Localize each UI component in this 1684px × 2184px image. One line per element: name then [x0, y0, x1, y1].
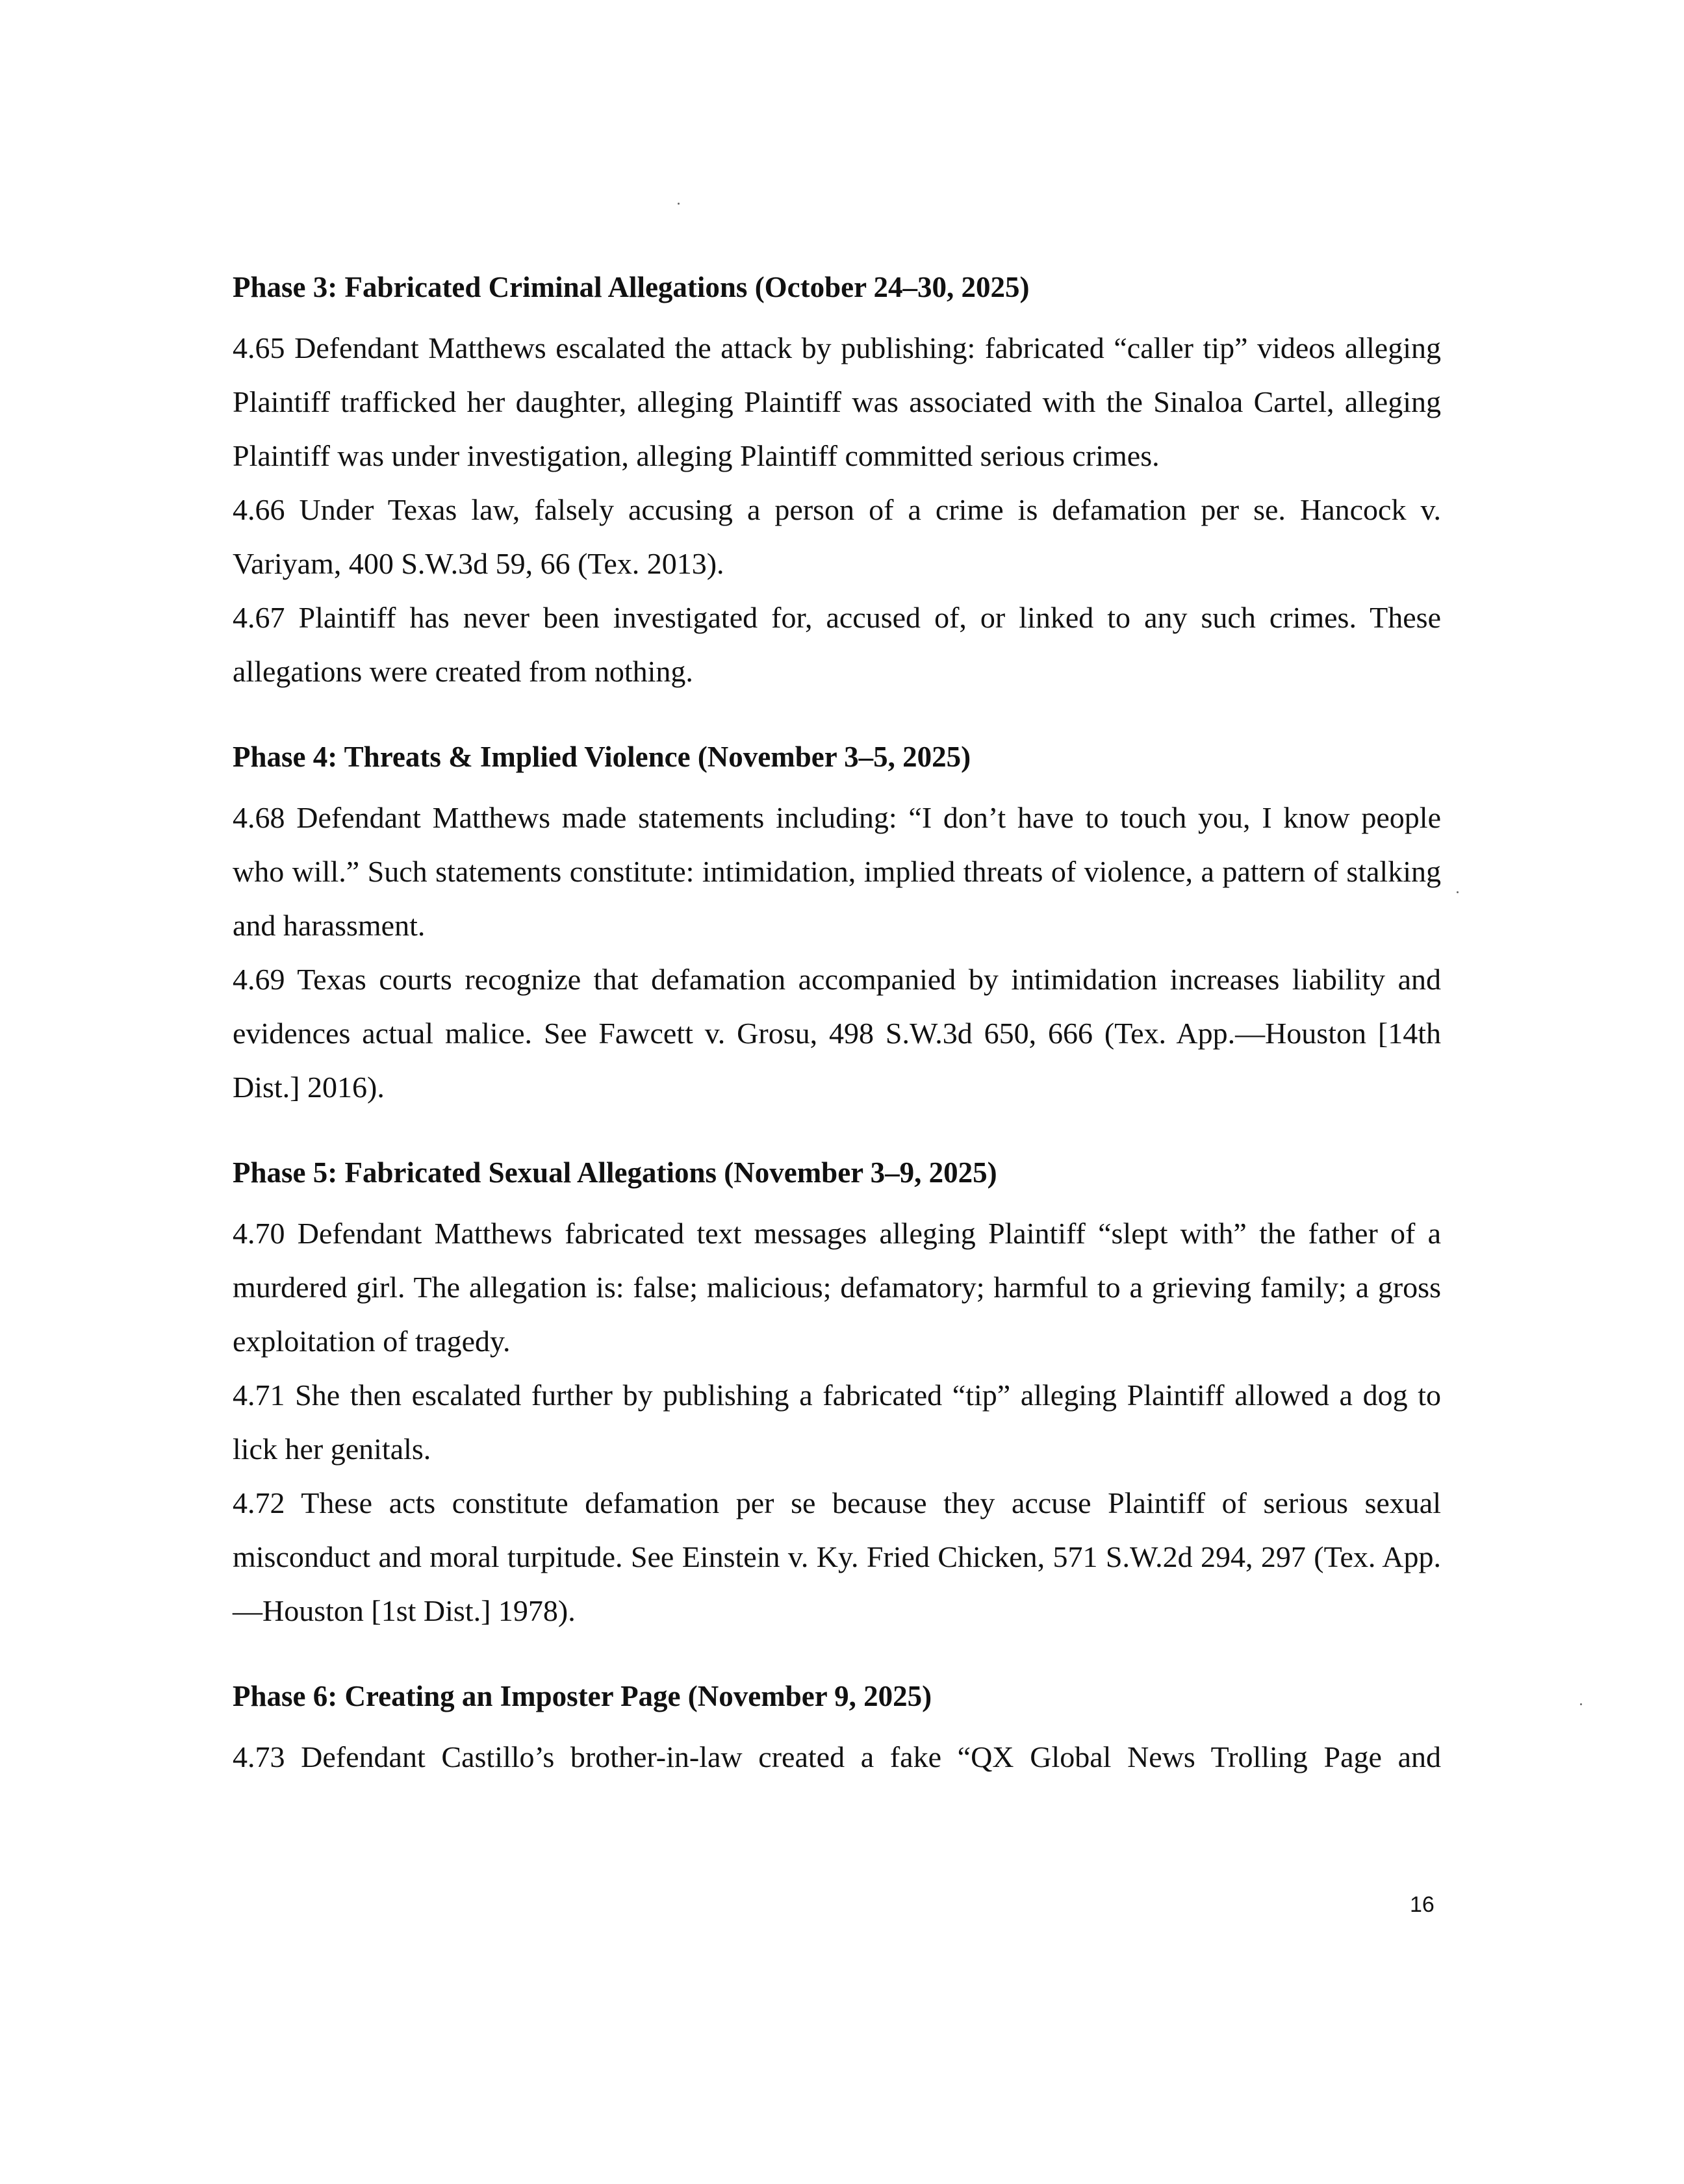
paragraph-4-72: 4.72 These acts constitute defamation per se because they accuse Plaintiff of serious sexual misconduct and moral turpitude. See Einstein v. Ky. Fried Chicken, 571 S.W.2d 294, 297 (Tex. App.—Houston [1st Dist.] 1978). — [233, 1486, 1441, 1627]
paragraph-4-69: 4.69 Texas courts recognize that defamation accompanied by intimidation increases liability and evidences actual malice. See Fawcett v. Grosu, 498 S.W.3d 650, 666 (Tex. App.—Houston [14th Dist.] 2016). — [233, 963, 1441, 1104]
paragraph-4-68: 4.68 Defendant Matthews made statements including: “I don’t have to touch you, I know people who will.” Such statements constitute: intimidation, implied threats of violence, a pattern of stalking and harassment. — [233, 801, 1441, 942]
paragraph-4-71: 4.71 She then escalated further by publishing a fabricated “tip” alleging Plaintiff allowed a dog to lick her genitals. — [233, 1378, 1441, 1466]
paragraph-4-67: 4.67 Plaintiff has never been investigated for, accused of, or linked to any such crimes. These allegations were created from nothing. — [233, 601, 1441, 688]
phase-5-heading: Phase 5: Fabricated Sexual Allegations (November 3–9, 2025) — [233, 1156, 997, 1189]
document-body — [233, 260, 1441, 1784]
paragraph-4-73: 4.73 Defendant Castillo’s brother-in-law created a fake “QX Global News Trolling Page and — [233, 1740, 1441, 1773]
scan-speck — [1580, 1703, 1582, 1705]
paragraph-4-66: 4.66 Under Texas law, falsely accusing a person of a crime is defamation per se. Hancock v. Variyam, 400 S.W.3d 59, 66 (Tex. 2013). — [233, 493, 1441, 580]
phase-4-heading: Phase 4: Threats & Implied Violence (November 3–5, 2025) — [233, 741, 971, 773]
page-number: 16 — [1410, 1892, 1435, 1917]
phase-3-heading: Phase 3: Fabricated Criminal Allegations (October 24–30, 2025) — [233, 271, 1030, 303]
paragraph-4-70: 4.70 Defendant Matthews fabricated text messages alleging Plaintiff “slept with” the father of a murdered girl. The allegation is: false; malicious; defamatory; harmful to a grieving family; a gross exploitation of tragedy. — [233, 1217, 1441, 1358]
paragraph-4-65: 4.65 Defendant Matthews escalated the attack by publishing: fabricated “caller tip” videos alleging Plaintiff trafficked her daughter, alleging Plaintiff was associated with the Sinaloa Cartel, alleging Plaintiff was under investigation, alleging Plaintiff committed serious crimes. — [233, 331, 1441, 472]
scan-speck — [678, 203, 680, 205]
phase-6-heading: Phase 6: Creating an Imposter Page (November 9, 2025) — [233, 1680, 932, 1712]
scan-speck — [1457, 891, 1459, 893]
